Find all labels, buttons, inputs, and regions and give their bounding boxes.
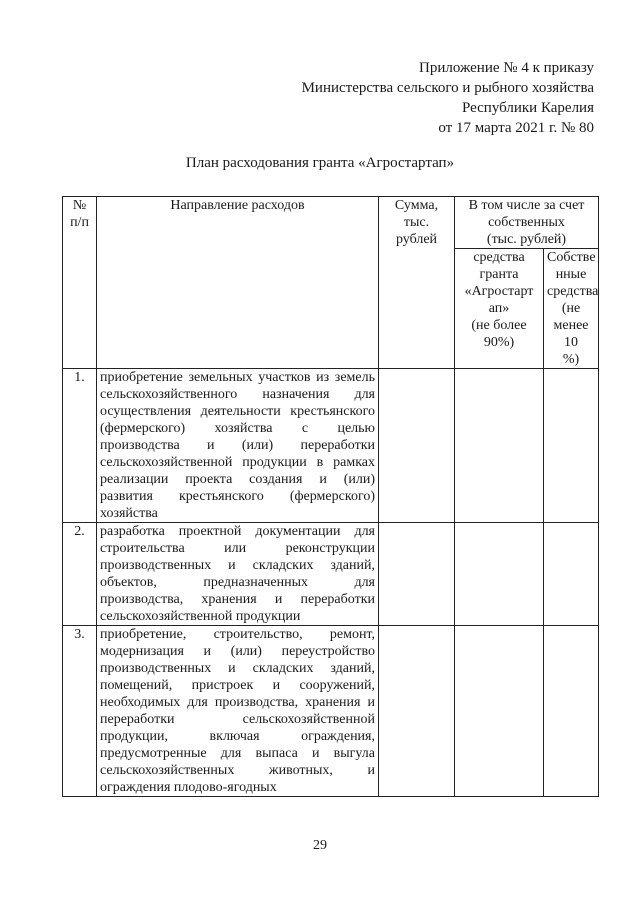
page-number: 29 bbox=[313, 838, 327, 853]
row-number: 3. bbox=[63, 626, 97, 797]
header-line-ministry: Министерства сельского и рыбного хозяйства bbox=[301, 80, 594, 96]
header-cell-direction: Направление расходов bbox=[97, 197, 379, 369]
document-header bbox=[302, 58, 594, 138]
header-cell-sum: Сумма, тыс. рублей bbox=[379, 197, 455, 369]
row-sum bbox=[379, 369, 455, 523]
row-number: 1. bbox=[63, 369, 97, 523]
row-grant bbox=[455, 523, 544, 626]
row-grant bbox=[455, 626, 544, 797]
row-own bbox=[544, 523, 599, 626]
row-number: 2. bbox=[63, 523, 97, 626]
row-own bbox=[544, 369, 599, 523]
row-direction: приобретение земельных участков из земель сельскохозяйственного назначения для осуществления деятельности крестьянского (фермерского) хозяйства с целью производства и (или) переработки сельскохозяйственной продукции в рамках реализации проекта создания и (или) развития крестьянского (фермерского) хозяйства bbox=[97, 369, 379, 523]
header-cell-including: В том числе за счет собственных (тыс. рублей) bbox=[455, 197, 599, 249]
row-sum bbox=[379, 523, 455, 626]
row-grant bbox=[455, 369, 544, 523]
row-direction: разработка проектной документации для строительства или реконструкции производственных и складских зданий, объектов, предназначенных для производства, хранения и переработки сельскохозяйственной продукции bbox=[97, 523, 379, 626]
header-cell-own-funds: Собстве нные средства (не менее 10 %) bbox=[544, 249, 599, 369]
table-row bbox=[63, 523, 599, 626]
table-row bbox=[63, 626, 599, 797]
header-line-republic: Республики Карелия bbox=[461, 100, 594, 116]
row-direction: приобретение, строительство, ремонт, модернизация и (или) переустройство производственных и складских зданий, помещений, пристроек и сооружений, необходимых для производства, хранения и переработки сельскохозяйственной продукции, включая ограждения, предусмотренные для выпаса и выгула сельскохозяйственных животных, и ограждения плодово-ягодных bbox=[97, 626, 379, 797]
expense-plan-table bbox=[62, 196, 599, 797]
row-sum bbox=[379, 626, 455, 797]
header-line-date: от 17 марта 2021 г. № 80 bbox=[438, 120, 594, 136]
table-header-row bbox=[63, 197, 599, 249]
header-cell-grant-funds: средства гранта «Агростарт ап» (не более 90%) bbox=[455, 249, 544, 369]
row-own bbox=[544, 626, 599, 797]
header-cell-number: № п/п bbox=[63, 197, 97, 369]
header-line-order: Приложение № 4 к приказу bbox=[419, 60, 594, 76]
table-row bbox=[63, 369, 599, 523]
document-title: План расходования гранта «Агростартап» bbox=[185, 155, 455, 171]
